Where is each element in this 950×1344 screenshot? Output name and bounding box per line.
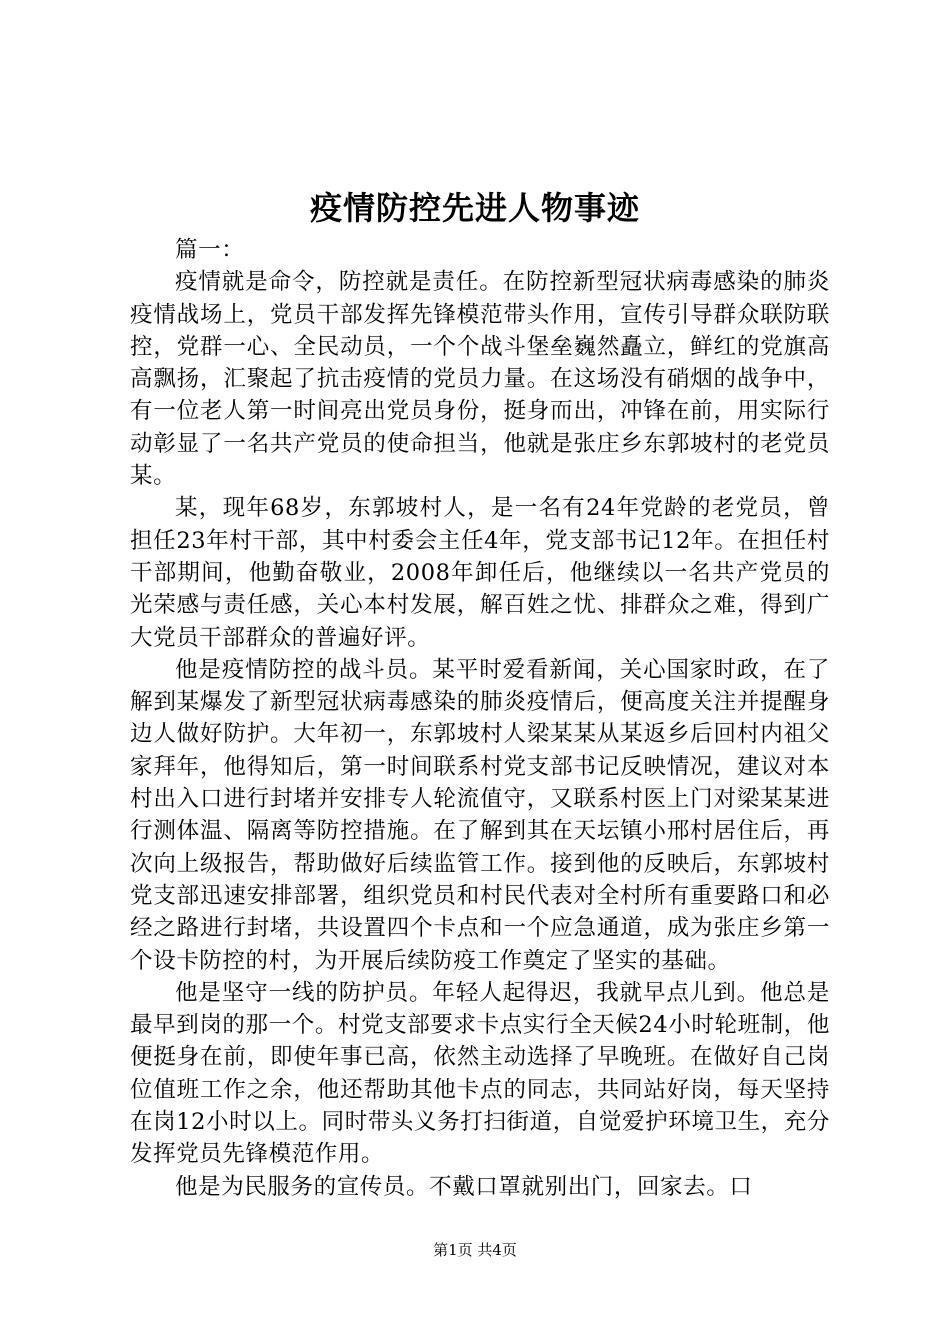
paragraph: 他是疫情防控的战斗员。某平时爱看新闻，关心国家时政，在了解到某爆发了新型冠状病毒感染的肺炎疫情后，便高度关注并提醒身边人做好防护。大年初一，东郭坡村人梁某某从某返乡后回村内祖父家拜年，他得知后，第一时间联系村党支部书记反映情况，建议对本村出入口进行封堵并安排专人轮流值守，又联系村医上门对梁某某进行测体温、隔离等防控措施。在了解到其在天坛镇小邢村居住后，再次向上级报告，帮助做好后续监管工作。接到他的反映后，东郭坡村党支部迅速安排部署，组织党员和村民代表对全村所有重要路口和必经之路进行封堵，共设置四个卡点和一个应急通道，成为张庄乡第一个设卡防控的村，为开展后续防疫工作奠定了坚实的基础。 [130,656,830,974]
page-footer: 第1页 共4页 [433,1241,517,1259]
paragraph: 某，现年68岁，东郭坡村人，是一名有24年党龄的老党员，曾担任23年村干部，其中村委会主任4年，党支部书记12年。在担任村干部期间，他勤奋敬业，2008年卸任后，他继续以一名共产党员的光荣感与责任感，关心本村发展，解百姓之忧、排群众之难，得到广大党员干部群众的普遍好评。 [130,495,830,651]
page-title: 疫情防控先进人物事迹 [309,189,640,227]
paragraph: 疫情就是命令，防控就是责任。在防控新型冠状病毒感染的肺炎疫情战场上，党员干部发挥先锋模范带头作用，宣传引导群众联防联控，党群一心、全民动员，一个个战斗堡垒巍然矗立，鲜红的党旗高高飘扬，汇聚起了抗击疫情的党员力量。在这场没有硝烟的战争中，有一位老人第一时间亮出党员身份，挺身而出，冲锋在前，用实际行动彰显了一名共产党员的使命担当，他就是张庄乡东郭坡村的老党员某。 [130,269,830,490]
section-label: 篇一： [175,237,245,263]
paragraph: 他是坚守一线的防护员。年轻人起得迟，我就早点儿到。他总是最早到岗的那一个。村党支部要求卡点实行全天候24小时轮班制，他便挺身在前，即使年事已高，依然主动选择了早晚班。在做好自己岗位值班工作之余，他还帮助其他卡点的同志，共同站好岗，每天坚持在岗12小时以上。同时带头义务打扫街道，自觉爱护环境卫生，充分发挥党员先锋模范作用。 [130,979,830,1168]
paragraph: 他是为民服务的宣传员。不戴口罩就别出门，回家去。口 [175,1173,753,1200]
document-body [130,234,830,1203]
